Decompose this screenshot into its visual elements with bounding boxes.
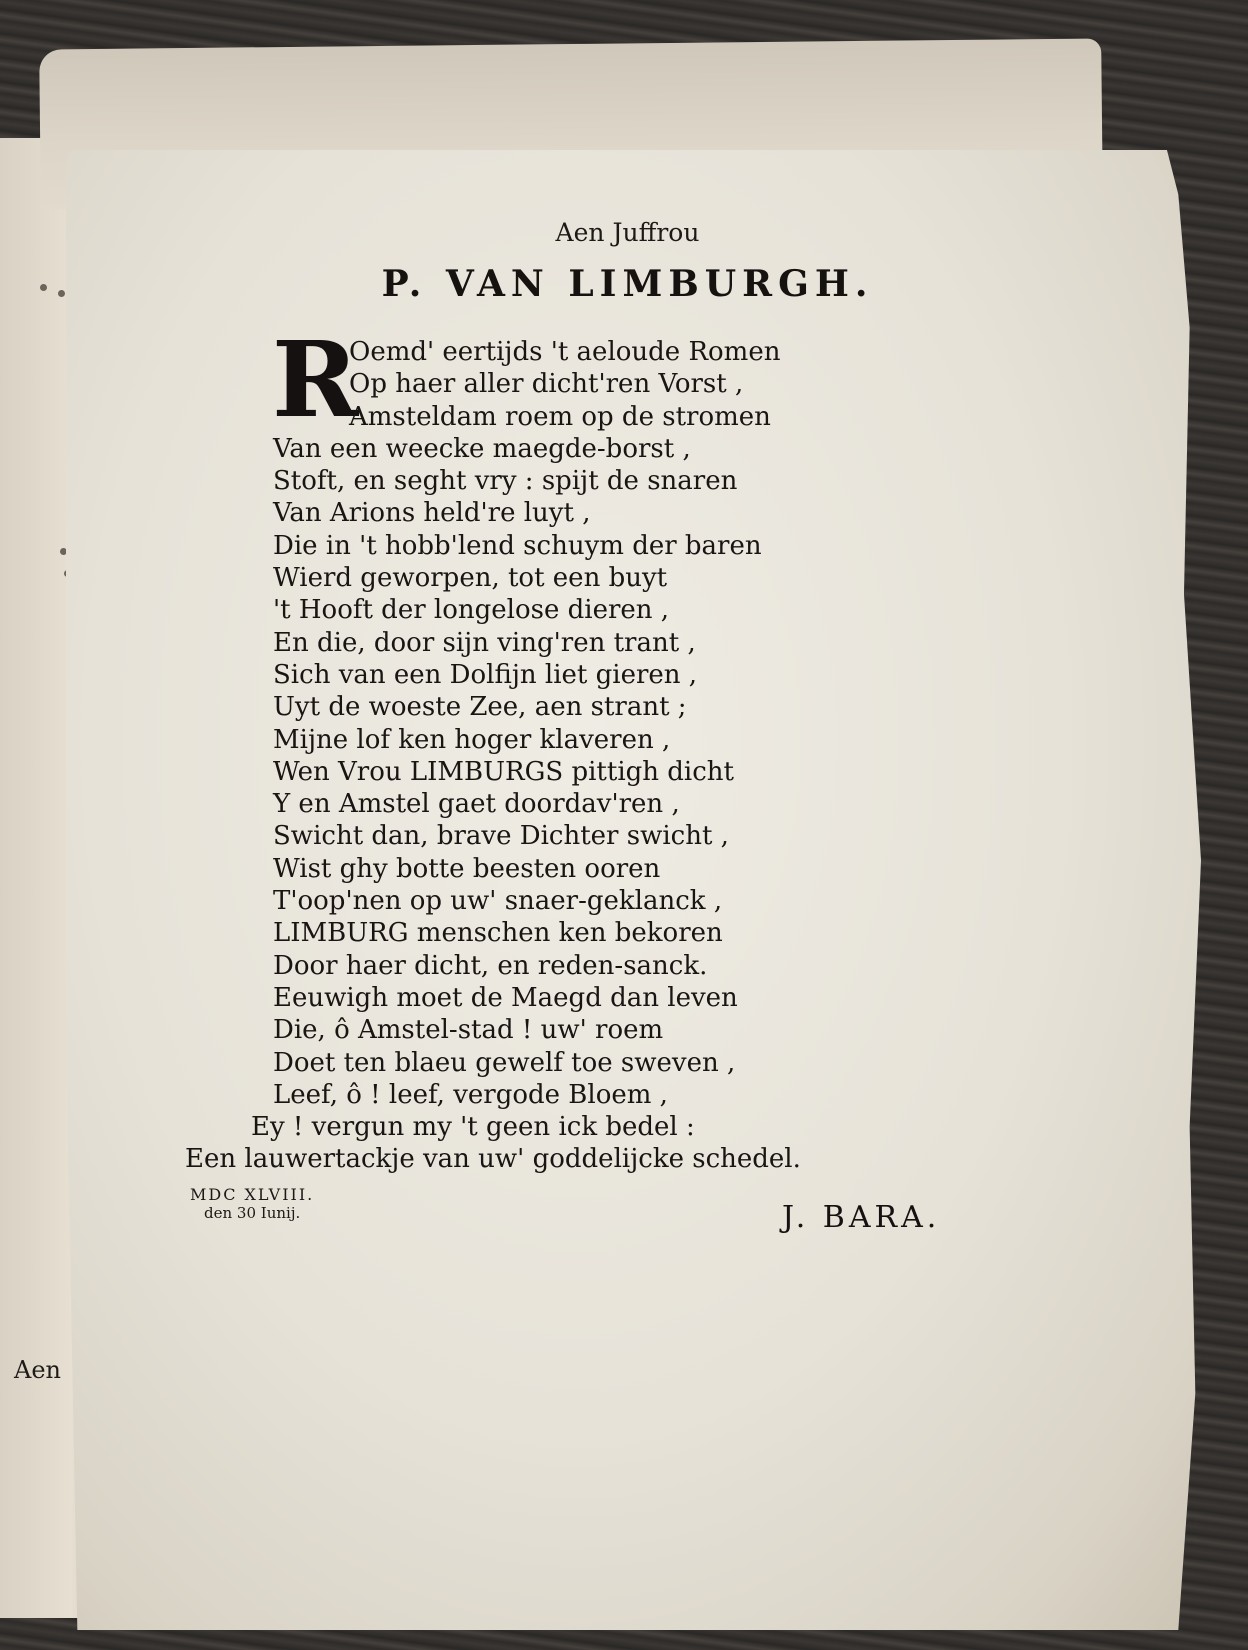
poem-line: Uyt de woeste Zee, aen strant ; <box>273 692 687 723</box>
poem-line: Amsteldam roem op de stromen <box>349 401 771 432</box>
poem-line: Swicht dan, brave Dichter swicht , <box>273 821 729 852</box>
signature: J. BARA. <box>782 1200 941 1235</box>
drop-cap: R <box>272 318 359 441</box>
stitch-hole <box>60 548 67 555</box>
poem-line: Leef, ô ! leef, vergode Bloem , <box>273 1079 668 1110</box>
poem-line: Ey ! vergun my 't geen ick bedel : <box>251 1112 695 1143</box>
dedicatee-name: P. VAN LIMBURGH. <box>381 263 874 305</box>
poem-line: Mijne lof ken hoger klaveren , <box>273 724 671 755</box>
poem-line: Wen Vrou LIMBURGS pittigh dicht <box>273 756 735 787</box>
poem-line: En die, door sijn ving'ren trant , <box>273 627 696 658</box>
poem-line: T'oop'nen op uw' snaer-geklanck , <box>273 886 723 917</box>
date-day: den 30 Iunij. <box>204 1204 301 1222</box>
poem-line: Oemd' eertijds 't aeloude Romen <box>349 337 781 367</box>
poem-line: Die, ô Amstel-stad ! uw' roem <box>273 1015 664 1046</box>
poem-line: Doet ten blaeu gewelf toe sweven , <box>273 1047 736 1078</box>
poem-line: Wist ghy botte beesten ooren <box>273 853 661 884</box>
poem-line: 't Hooft der longelose dieren , <box>273 595 670 626</box>
stitch-hole <box>40 284 47 291</box>
poem-line: LIMBURG menschen ken bekoren <box>273 918 723 949</box>
poem-line: Eeuwigh moet de Maegd dan leven <box>273 982 738 1013</box>
poem-line: Stoft, en seght vry : spijt de snaren <box>273 466 738 497</box>
date-block <box>190 1186 314 1222</box>
poem-line: Op haer aller dicht'ren Vorst , <box>349 369 744 400</box>
catchword: Aen <box>14 1356 61 1384</box>
poem-line: Wierd geworpen, tot een buyt <box>273 563 668 594</box>
poem-line: Sich van een Dolfijn liet gieren , <box>273 659 698 690</box>
date-year: MDC XLVIII. <box>190 1185 315 1204</box>
poem-line: Van Arions held're luyt , <box>273 498 591 529</box>
poem-line: Y en Amstel gaet doordav'ren , <box>273 789 680 820</box>
dedication-heading: Aen Juffrou <box>555 218 700 247</box>
poem-line: Van een weecke maegde-borst , <box>273 433 691 464</box>
poem-line: Door haer dicht, en reden-sanck. <box>273 950 708 981</box>
poem <box>185 336 1085 1176</box>
poem-line: Een lauwertackje van uw' goddelijcke schedel. <box>185 1144 801 1175</box>
poem-line: Die in 't hobb'lend schuym der baren <box>273 530 762 561</box>
